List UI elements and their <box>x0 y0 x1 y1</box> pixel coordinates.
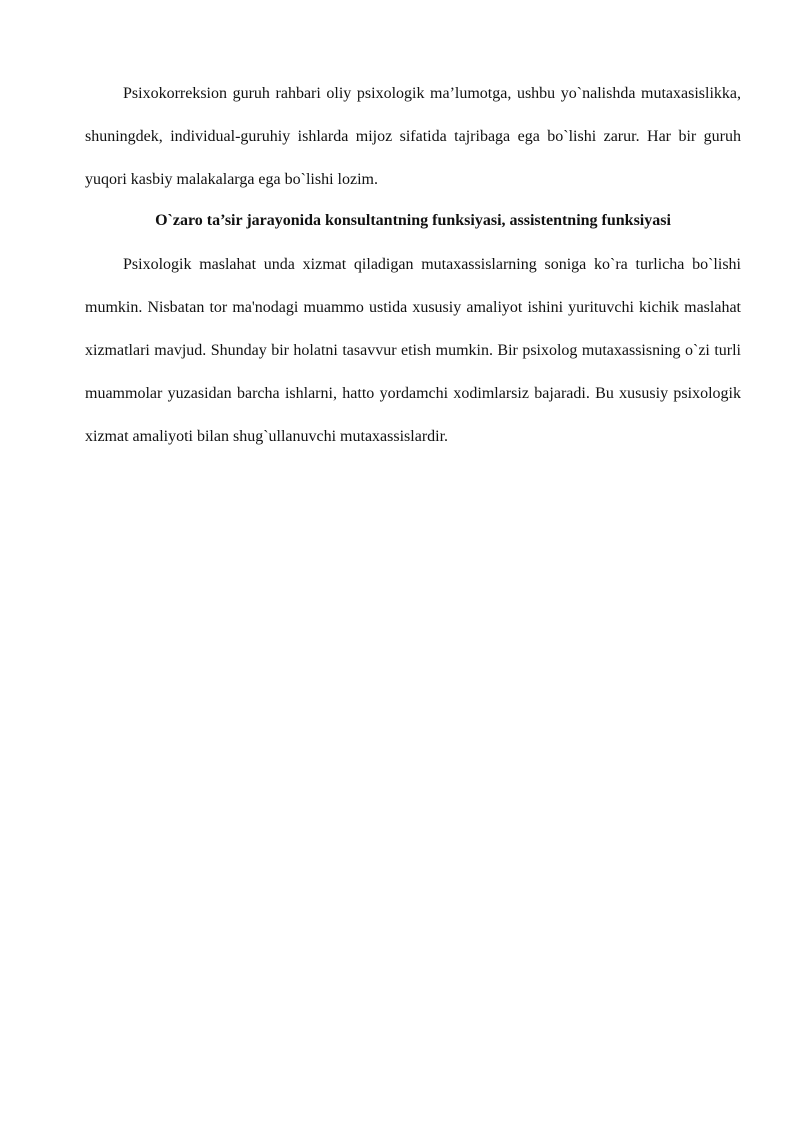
body-paragraph-1: Psixokorreksion guruh rahbari oliy psixologik ma’lumotga, ushbu yo`nalishda mutaxasislikka, shuningdek, individual-guruhiy ishlarda mijoz sifatida tajribaga ega bo`lishi zarur. Har bir guruh yuqori kasbiy malakalarga ega bo`lishi lozim. <box>85 85 741 188</box>
body-paragraph-2: Psixologik maslahat unda xizmat qiladigan mutaxassislarning soniga ko`ra turlicha bo`lishi mumkin. Nisbatan tor ma'nodagi muammo ustida xususiy amaliyot ishini yurituvchi kichik maslahat xizmatlari mavjud. Shunday bir holatni tasavvur etish mumkin. Bir psixolog mutaxassisning o`zi turli muammolar yuzasidan barcha ishlarni, hatto yordamchi xodimlarsiz bajaradi. Bu xususiy psixologik xizmat amaliyoti bilan shug`ullanuvchi mutaxassislardir. <box>85 256 741 445</box>
document-page <box>85 72 741 458</box>
section-heading: O`zaro ta’sir jarayonida konsultantning funksiyasi, assistentning funksiyasi <box>155 212 671 229</box>
